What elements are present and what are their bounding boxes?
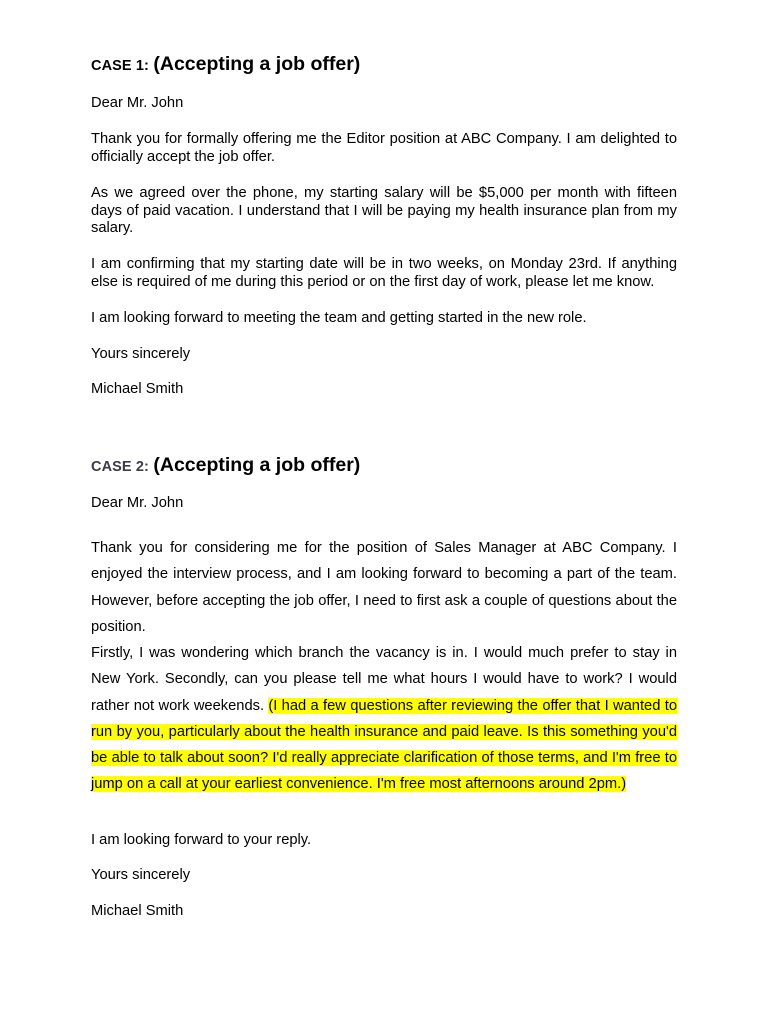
case2-paragraph-1: Thank you for considering me for the position of Sales Manager at ABC Company. I enjoyed the interview process, and I am looking forward to becoming a part of the team. However, before accepting the job offer, I need to first ask a couple of questions about the position. [91, 540, 677, 635]
case2-title: (Accepting a job offer) [153, 454, 361, 476]
case1-title: (Accepting a job offer) [153, 53, 361, 75]
case1-heading [91, 55, 360, 75]
case1-paragraph-1: Thank you for formally offering me the Editor position at ABC Company. I am delighted to officially accept the job offer. [91, 131, 677, 165]
case2-label: CASE 2: [91, 459, 149, 475]
case1-greeting: Dear Mr. John [91, 95, 184, 111]
case1-signature: Michael Smith [91, 381, 184, 397]
case1-paragraph-4: I am looking forward to meeting the team and getting started in the new role. [91, 310, 587, 326]
case2-paragraph-2-text: Firstly, I was wondering which branch the vacancy is in. I would much prefer to stay in New York. Secondly, can you please tell me what hours I would have to work? I would rather not work weekends. [91, 645, 677, 714]
case2-closing: Yours sincerely [91, 867, 191, 883]
case1-label: CASE 1: [91, 58, 149, 74]
case2-signature: Michael Smith [91, 903, 184, 919]
case1-paragraph-2: As we agreed over the phone, my starting salary will be $5,000 per month with fifteen days of paid vacation. I understand that I will be paying my health insurance plan from my salary. [91, 185, 677, 236]
case2-heading [91, 456, 360, 476]
case2-greeting: Dear Mr. John [91, 495, 184, 511]
case1-closing: Yours sincerely [91, 346, 191, 362]
case2-paragraph-3: I am looking forward to your reply. [91, 832, 312, 848]
case2-highlighted-text: (I had a few questions after reviewing the offer that I wanted to run by you, particularly about the health insurance and paid leave. Is this something you'd be able to talk about soon? I'd really appreciate clarification of those terms, and I'm free to jump on a call at your earliest convenience. I'm free most afternoons around 2pm.) [91, 697, 677, 793]
case2-paragraph-2 [91, 640, 677, 798]
case1-paragraph-3: I am confirming that my starting date will be in two weeks, on Monday 23rd. If anything else is required of me during this period or on the first day of work, please let me know. [91, 256, 677, 290]
